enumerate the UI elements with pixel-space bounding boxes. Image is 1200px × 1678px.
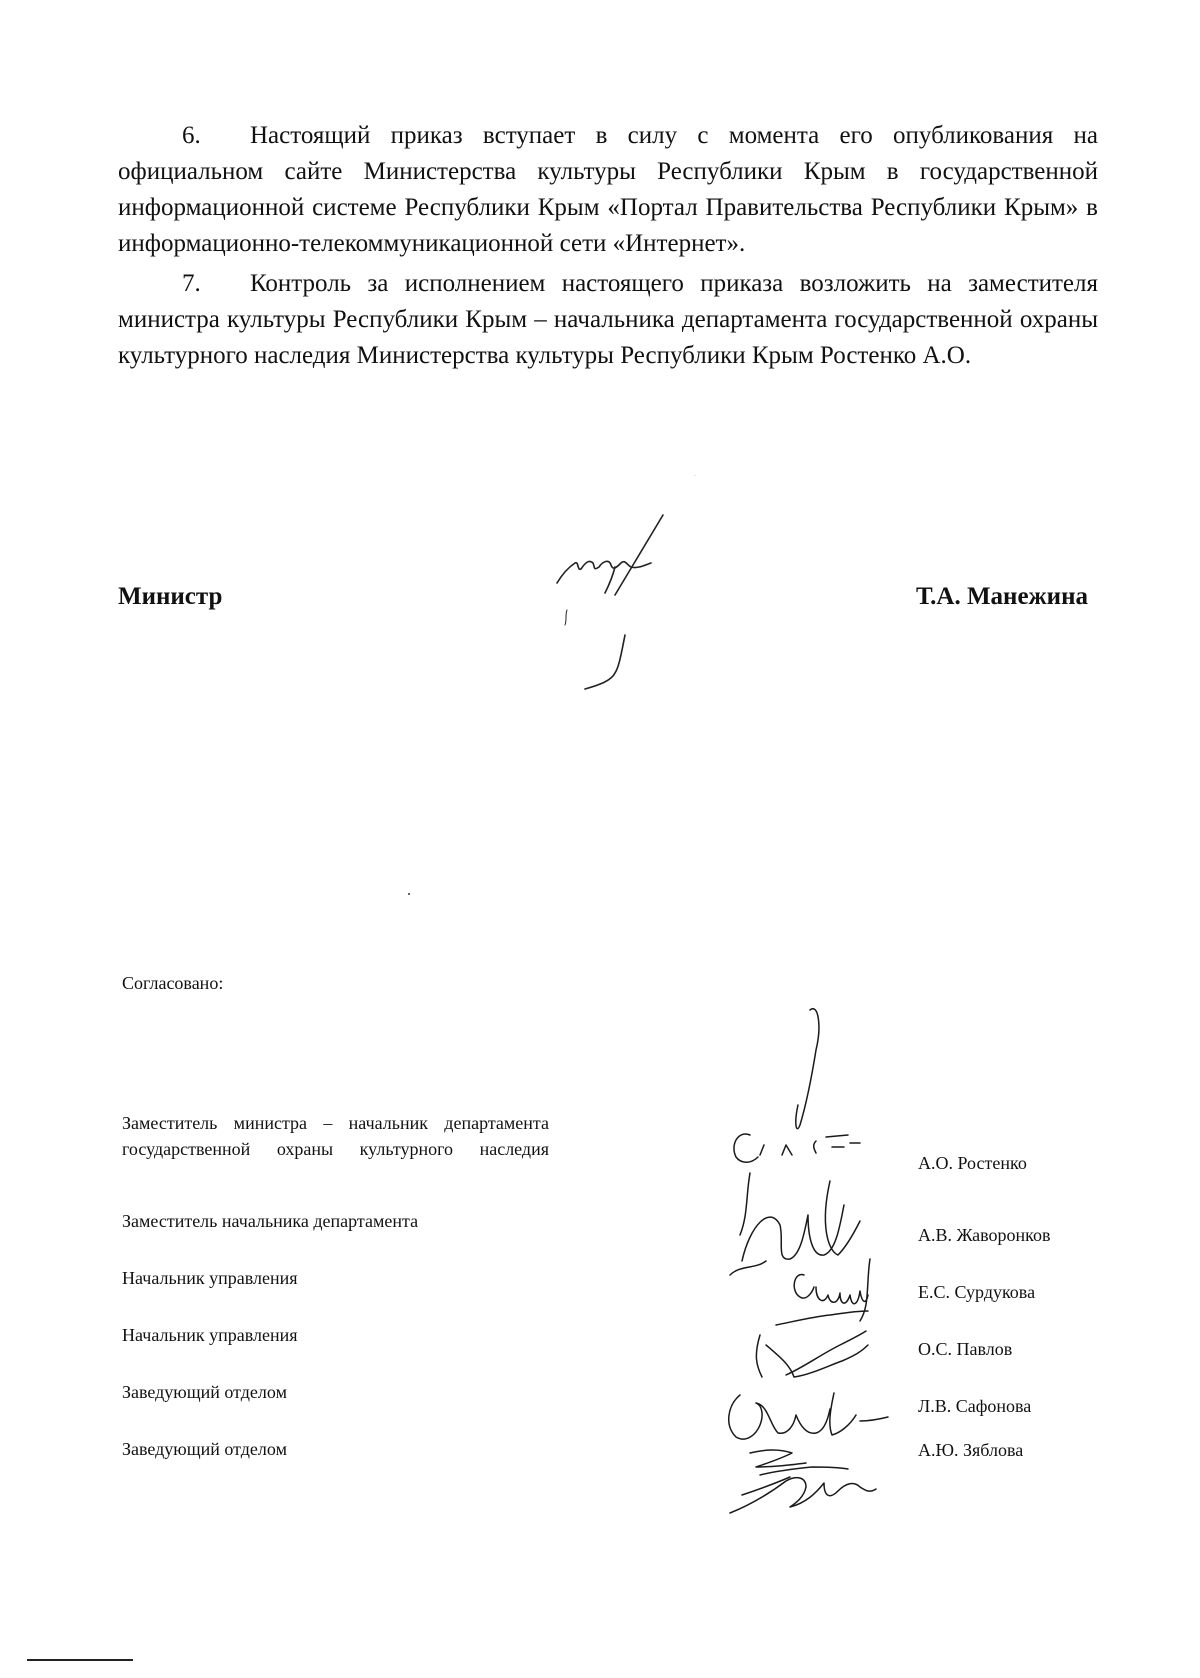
approver-name: А.Ю. Зяблова xyxy=(918,1440,1024,1460)
approver-name: А.В. Жаворонков xyxy=(918,1225,1051,1245)
signatory-name: Т.А. Манежина xyxy=(915,583,1088,610)
approver-position: Начальник управления xyxy=(122,1325,298,1345)
paragraph-number: 7. xyxy=(182,270,201,297)
approver-position: Начальник управления xyxy=(122,1268,298,1288)
order-paragraph xyxy=(118,266,1098,374)
paragraph-text: Настоящий приказ вступает в силу с момента его опубликования на официальном сайте Министерства культуры Республики Крым в государственной информационной системе Республики Крым «Портал Правительства Республики Крым» в информационно-телекоммуникационной сети «Интернет». xyxy=(118,122,1098,257)
paragraph-number: 6. xyxy=(182,122,201,149)
minister-signature xyxy=(555,475,720,725)
approver-position: Заведующий отделом xyxy=(122,1439,287,1459)
approver-name: А.О. Ростенко xyxy=(918,1153,1027,1173)
approver-name: Л.В. Сафонова xyxy=(918,1396,1032,1416)
approver-position-text: Заместитель министра – начальник департамента государственной охраны культурного наследия xyxy=(122,1113,549,1159)
approver-name: О.С. Павлов xyxy=(918,1339,1013,1359)
paragraph-text: Контроль за исполнением настоящего приказа возложить на заместителя министра культуры Республики Крым – начальника департамента государственной охраны культурного наследия Министерства культуры Республики Крым Ростенко А.О. xyxy=(118,270,1098,369)
scan-speck xyxy=(408,893,410,895)
footer-rule xyxy=(27,1659,133,1661)
approver-position xyxy=(122,1110,549,1162)
approver-position: Заведующий отделом xyxy=(122,1382,287,1402)
order-body xyxy=(118,118,1098,378)
order-paragraph xyxy=(118,118,1098,262)
approver-signatures xyxy=(720,1005,920,1530)
approver-name: Е.С. Сурдукова xyxy=(918,1282,1036,1302)
approver-position: Заместитель начальника департамента xyxy=(122,1211,419,1231)
signatory-title: Министр xyxy=(118,583,223,610)
approval-heading: Согласовано: xyxy=(122,973,224,993)
